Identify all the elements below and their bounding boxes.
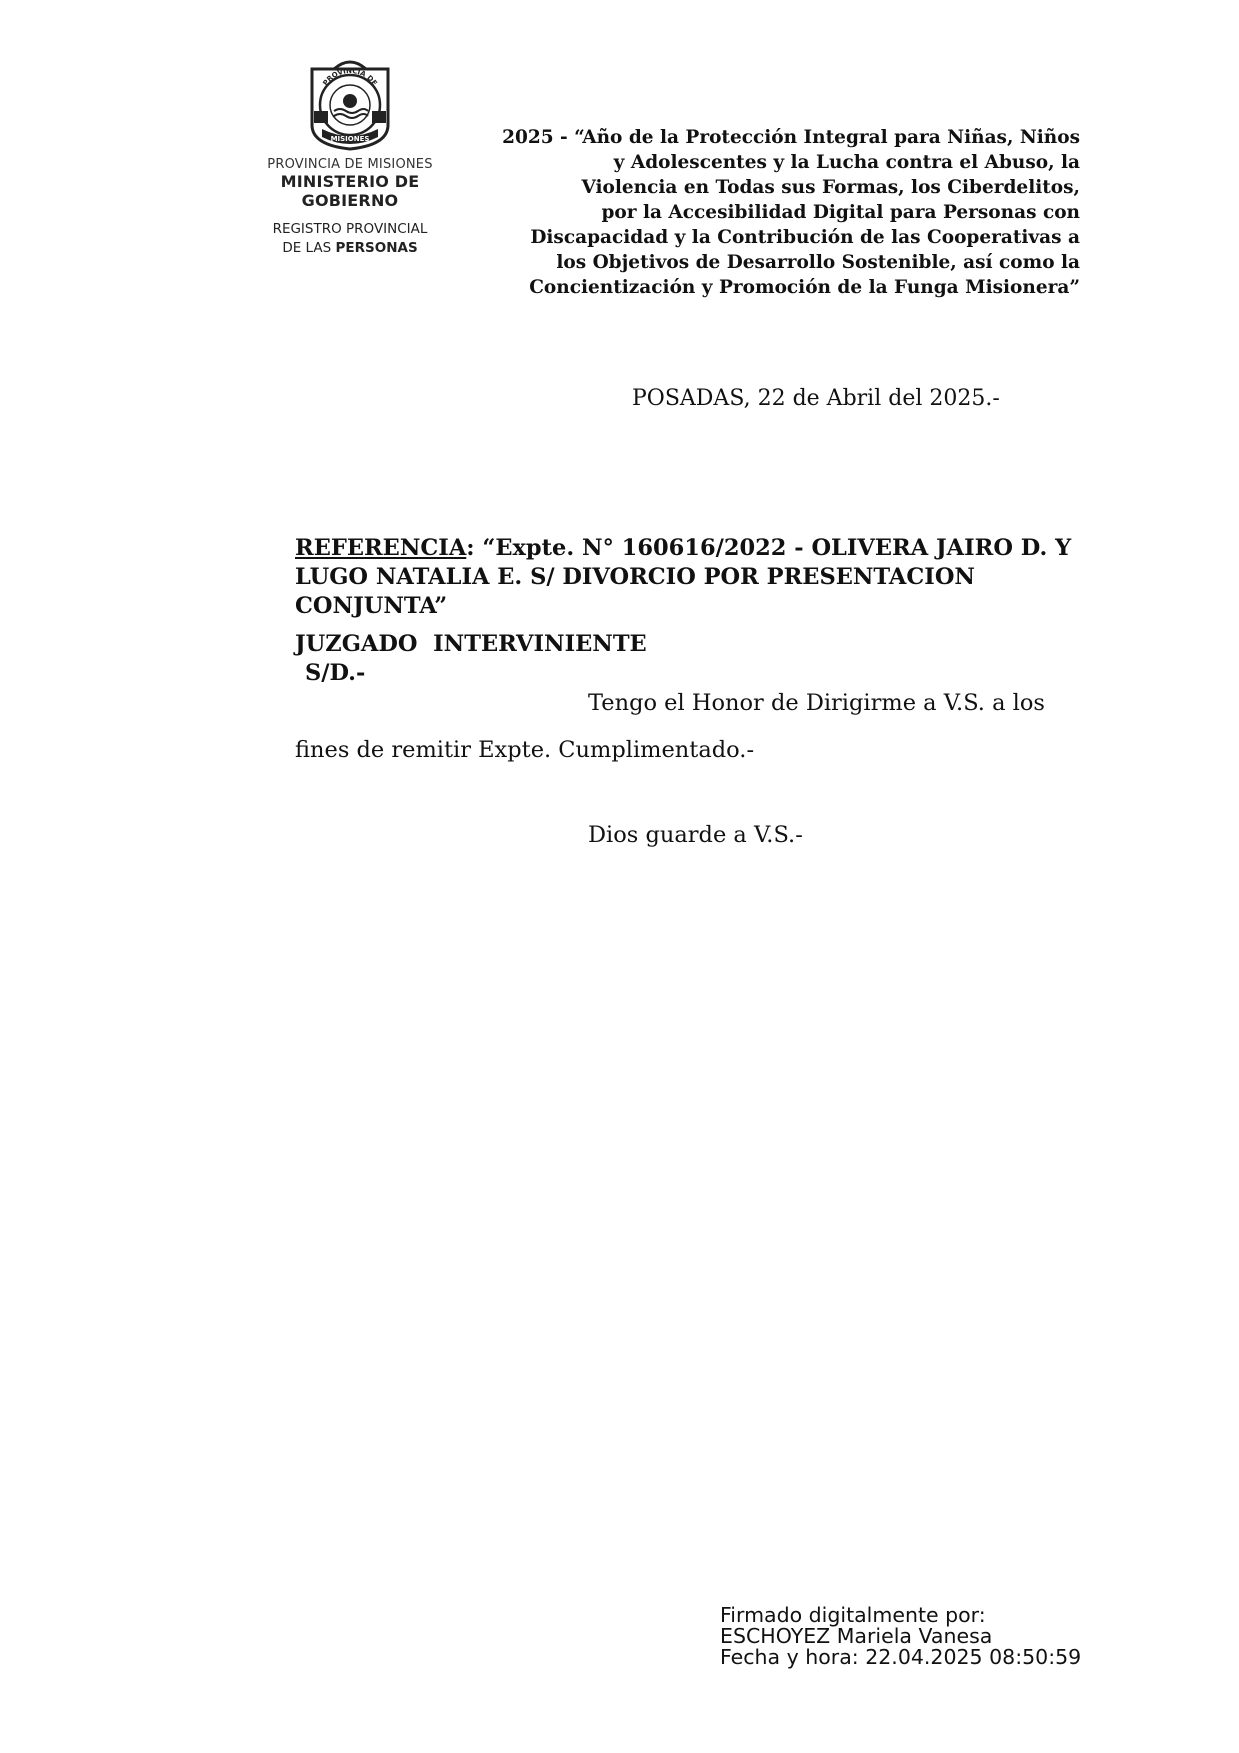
reference-line-1-rest: : “Expte. N° 160616/2022 - OLIVERA JAIRO D. Y	[466, 535, 1072, 561]
signature-signer: ESCHOYEZ Mariela Vanesa	[720, 1624, 993, 1648]
ministry-name: MINISTERIO DE GOBIERNO	[280, 172, 420, 210]
body-line-1: Tengo el Honor de Dirigirme a V.S. a los	[588, 690, 1045, 716]
recipient-sd: S/D.-	[305, 660, 366, 686]
seal-text-bottom: MISIONES	[330, 135, 370, 143]
motto-line: los Objetivos de Desarrollo Sostenible, así como la	[556, 252, 1080, 273]
recipient-court: JUZGADO INTERVINIENTE	[295, 631, 647, 657]
reference-line-2: LUGO NATALIA E. S/ DIVORCIO POR PRESENTACION	[295, 564, 975, 590]
digital-signature	[720, 1605, 1081, 1668]
province-seal-icon	[304, 55, 396, 151]
registry-line-2	[245, 239, 455, 258]
body-line-2: fines de remitir Expte. Cumplimentado.-	[295, 737, 755, 763]
place-date: POSADAS, 22 de Abril del 2025.-	[632, 386, 1000, 411]
province-name: PROVINCIA DE MISIONES	[267, 157, 433, 172]
seal-text-top: PROVINCIA DE	[321, 66, 379, 88]
reference-label: REFERENCIA	[295, 535, 467, 561]
motto-line: 2025 - “Año de la Protección Integral para Niñas, Niños	[502, 127, 1080, 148]
motto-line: Concientización y Promoción de la Funga Misionera”	[529, 277, 1080, 298]
registry-name	[245, 220, 455, 258]
reference-line-1	[295, 534, 1115, 563]
motto-line: Discapacidad y la Contribución de las Cooperativas a	[530, 227, 1080, 248]
reference-line-3: CONJUNTA”	[295, 593, 448, 619]
registry-line-2-bold: PERSONAS	[335, 240, 418, 256]
year-motto	[480, 125, 1080, 300]
reference-block	[295, 534, 1115, 621]
registry-line-2-prefix: DE LAS	[282, 240, 336, 256]
signature-datetime: Fecha y hora: 22.04.2025 08:50:59	[720, 1645, 1082, 1669]
motto-line: Violencia en Todas sus Formas, los Ciberdelitos,	[581, 177, 1080, 198]
registry-line-1: REGISTRO PROVINCIAL	[272, 221, 428, 237]
closing-line: Dios guarde a V.S.-	[588, 822, 803, 848]
motto-line: por la Accesibilidad Digital para Personas con	[601, 202, 1080, 223]
motto-line: y Adolescentes y la Lucha contra el Abuso, la	[613, 152, 1080, 173]
signature-line-1: Firmado digitalmente por:	[720, 1603, 986, 1627]
